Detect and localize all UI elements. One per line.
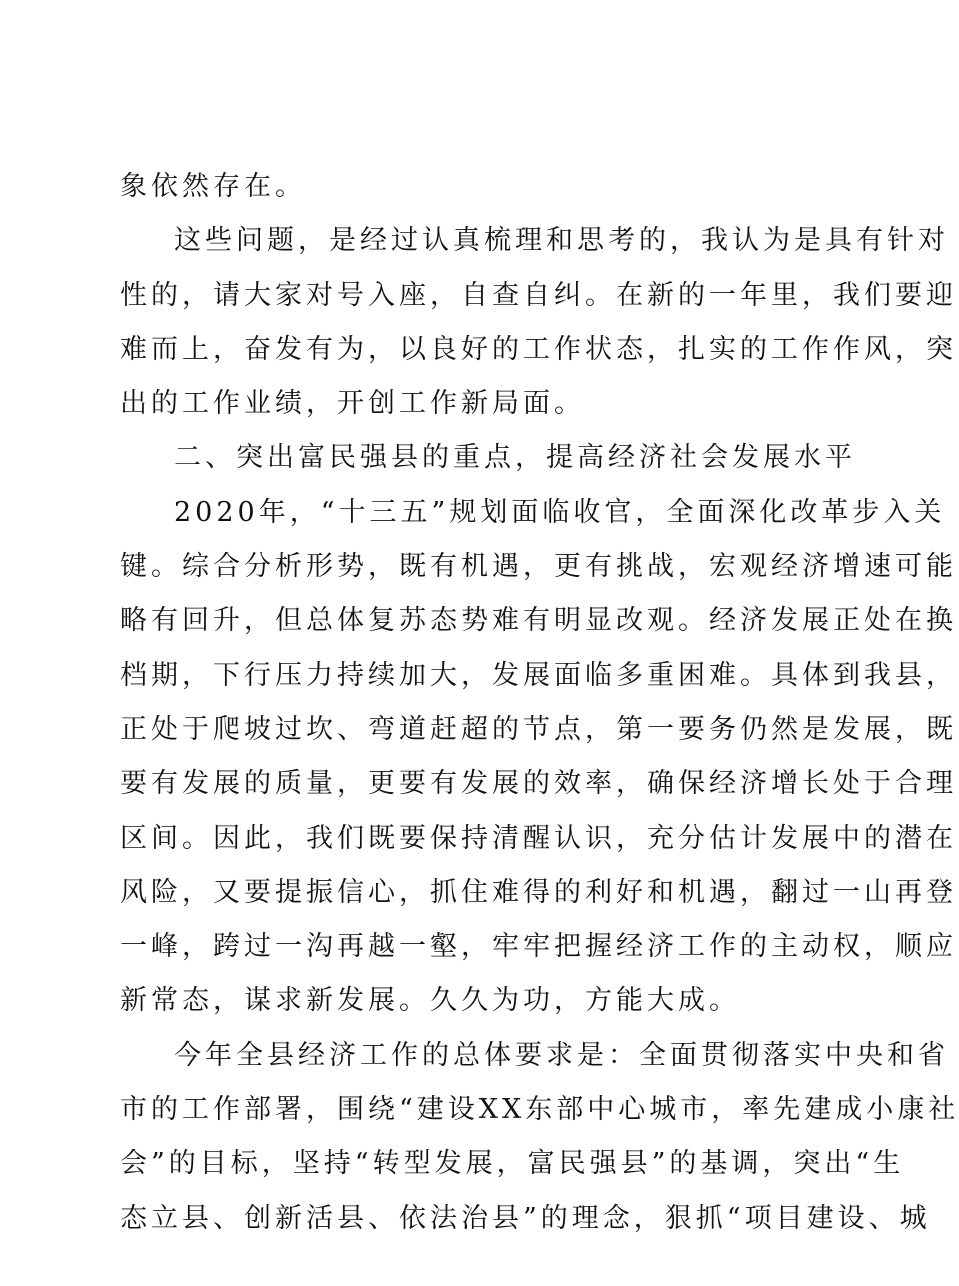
text-line: 会”的目标，坚持“转型发展，富民强县”的基调，突出“生 — [120, 1148, 905, 1180]
text-line: 键。综合分析形势，既有机遇，更有挑战，宏观经济增速可能 — [120, 551, 957, 583]
text-line: 要有发展的质量，更要有发展的效率，确保经济增长处于合理 — [120, 768, 957, 800]
text-line: 出的工作业绩，开创工作新局面。 — [120, 388, 585, 420]
text-line: 态立县、创新活县、依法治县”的理念，狠抓“项目建设、城 — [120, 1202, 931, 1234]
text-line: 性的，请大家对号入座，自查自纠。在新的一年里，我们要迎 — [120, 279, 957, 311]
text-line: 档期，下行压力持续加大，发展面临多重困难。具体到我县， — [120, 659, 957, 691]
text-line: 市的工作部署，围绕“建设XX东部中心城市，率先建成小康社 — [120, 1094, 959, 1126]
text-line: 难而上，奋发有为，以良好的工作状态，扎实的工作作风，突 — [120, 333, 957, 365]
text-line: 这些问题，是经过认真梳理和思考的，我认为是具有针对 — [174, 225, 949, 257]
text-line: 风险，又要提振信心，抓住难得的利好和机遇，翻过一山再登 — [120, 876, 957, 908]
text-line: 今年全县经济工作的总体要求是：全面贯彻落实中央和省 — [174, 1039, 949, 1071]
text-line: 象依然存在。 — [120, 171, 306, 202]
text-line: 一峰，跨过一沟再越一壑，牢牢把握经济工作的主动权，顺应 — [120, 931, 957, 963]
text-line: 正处于爬坡过坎、弯道赶超的节点，第一要务仍然是发展，既 — [120, 713, 957, 745]
text-line: 2020年，“十三五”规划面临收官，全面深化改革步入关 — [174, 496, 946, 528]
text-line: 区间。因此，我们既要保持清醒认识，充分估计发展中的潜在 — [120, 822, 957, 854]
text-line: 略有回升，但总体复苏态势难有明显改观。经济发展正处在换 — [120, 605, 957, 637]
document-body — [120, 160, 959, 1246]
text-line: 新常态，谋求新发展。久久为功，方能大成。 — [120, 985, 740, 1017]
section-heading: 二、突出富民强县的重点，提高经济社会发展水平 — [174, 442, 856, 474]
